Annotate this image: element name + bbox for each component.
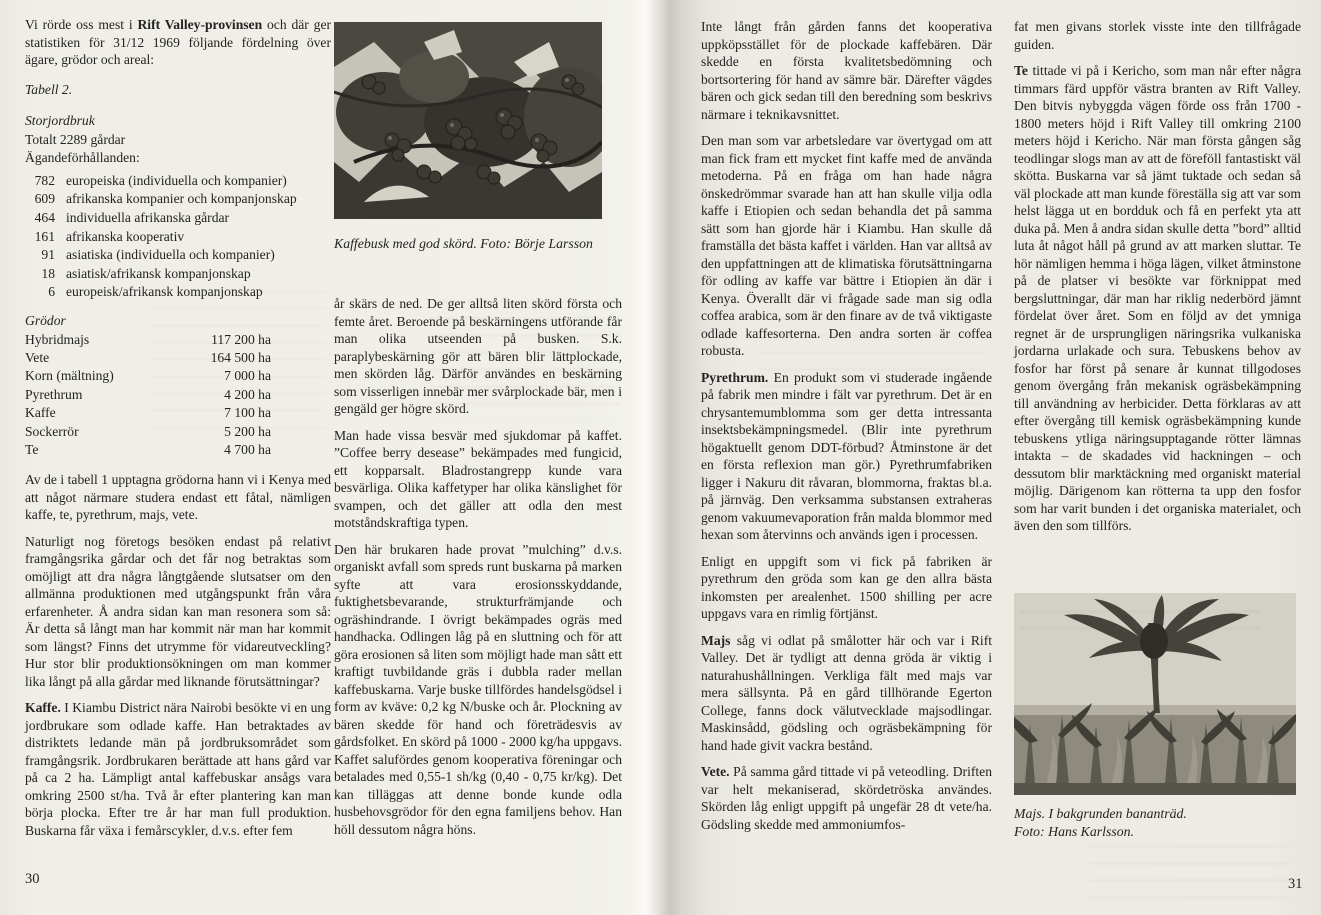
ownership-row xyxy=(25,209,331,228)
ownership-count: 91 xyxy=(41,247,55,263)
bleed-through-ghost xyxy=(1090,845,1290,905)
left-page-column-1 xyxy=(25,16,331,839)
ownership-label: asiatiska (individuella och kompanier) xyxy=(66,247,275,263)
ownership-count: 464 xyxy=(34,209,55,225)
ownership-row xyxy=(25,246,331,265)
crop-area: 117 200 ha xyxy=(211,331,271,347)
ownership-label: afrikanska kooperativ xyxy=(66,228,185,244)
crop-area: 4 700 ha xyxy=(224,441,271,457)
paragraph xyxy=(701,132,992,360)
body-text: Av de i tabell 1 upptagna grödorna hann vi i Kenya med att något närmare studera endast ett fåtal, nämligen kaffe, te, pyrethrum, majs, vete. xyxy=(25,472,331,523)
ownership-table xyxy=(25,172,331,302)
crop-area: 164 500 ha xyxy=(210,349,271,365)
body-text: såg vi odlat på smålotter här och var i Rift Valley. Det är tydligt att denna gröda är viktig i naturahushållningen. Verkliga fält med majs var mera sällsynta. På en gård tillhörande Egerton College, fanns dock välutvecklade majsodlingar. Maskinsådd, gödsling och ogräsbekämpning för hand hade givit vackra bestånd. xyxy=(701,632,992,753)
crop-row xyxy=(25,441,271,459)
body-text: Inte långt från gården fanns det kooperativa uppköpsstället för de plockade kaffebären. Där skedde en första kvalitetsbedömning och bortsortering för hand av sämre bär. Därefter vägdes bären och gick sedan till den beredning som beskrivs närmare i teknikavsnittet. xyxy=(701,19,992,122)
column4-paragraphs xyxy=(1014,18,1301,535)
paragraph xyxy=(1014,18,1301,53)
bold-text: Rift Valley-provinsen xyxy=(137,17,263,32)
ownership-label: europeiska (individuella och kompanier) xyxy=(66,172,287,188)
paragraph xyxy=(701,18,992,123)
paragraph xyxy=(701,763,992,833)
crop-row xyxy=(25,367,271,385)
body-text: I Kiambu District nära Nairobi besökte vi en ung jordbrukare som odlade kaffe. Han betraktades av distriktets ledande män på jordbruksområdet som framgångsrik. Jordbrukaren berättade att hans gård var på ca 2 ha. Lämpligt antal kaffebuskar ansågs vara omkring 2500 st/ha. Två år efter plantering kan man börja plocka. Efter tre år har man full produktion. Buskarna får växa i femårscykler, d.v.s. efter fem xyxy=(25,700,331,838)
bold-text: Pyrethrum. xyxy=(701,369,769,385)
ownership-label: asiatisk/afrikansk kompanjonskap xyxy=(66,265,251,281)
right-page-column-1 xyxy=(701,18,992,833)
left-page-column-2 xyxy=(334,16,622,838)
crop-name: Sockerrör xyxy=(25,423,79,439)
body-text: Naturligt nog företogs besöken endast på relativt framgångsrika gårdar och det får nog betraktas som omöjligt att dra några långtgående slutsatser om den allmänna produktionen med utgångspunkt från våra erfarenheter. Å andra sidan kan man resonera som så: Är detta så långt man har kommit när man har kommit som längst? Finns det utrymme för vidareutveckling? Hur stor blir produktionsökningen om man kommer lika långt på alla gårdar med liknande förutsättningar? xyxy=(25,533,331,689)
crops-table xyxy=(25,331,271,460)
crop-area: 5 200 ha xyxy=(224,423,271,439)
maize-photo-caption-line1: Majs. I bakgrunden bananträd. xyxy=(1014,805,1187,821)
body-text: år skärs de ned. De ger alltså liten skörd första och femte året. Beroende på beskärningens utförande får man olika utseenden på busken. S.k. paraplybeskärning gör att bären blir lättplockade, men skörden låg. Därför användes en beskärning som visserligen innebär mer svårplockade bär, men i gengäld ger högre skörd. xyxy=(334,296,622,416)
body-text: På samma gård tittade vi på veteodling. Driften var helt mekaniserad, skördetröska användes. Skörden låg enligt uppgift på ungefär 28 dt vete/ha. Gödsling skedde med ammoniumfos- xyxy=(701,764,992,832)
crop-name: Te xyxy=(25,441,39,457)
body-text: tittade vi på i Kericho, som man når efter några timmars färd uppför västra branten av Rift Valley. Den bitvis nybyggda vägen förde oss från 1700 - 1800 meters höjd i Rift Valley till omkring 2100 meters höjd i Kericho. När man första gången såg teodlingar slogs man av att de föreföll fantastiskt väl skötta. Buskarna var så jämt tuktade och sedan så väl plockade att man kunde föreställa sig att var som helst lägga ut en bordduk och få en perfekt yta att duka på. Men å andra sidan skulle detta ”bord” alltid luta åt något håll på grund av att marken sluttar. Te hör nämligen hemma i höga lägen, vilket åtminstone på de platser vi besökte var förknippat med bergsluttningar, där man har riklig nederbörd jämnt fördelat över året. Som en följd av det ymniga regnet är de ursprungligen näringsrika vulkaniska jordarna urlakade och sura. Tebuskens behov av fosfor har först på senare år kunnat tillgodoses genom övergång från mekanisk ogräsbekämpning till användning av herbicider. Detta förklaras av att efter övergång till kemisk ogräsbekämpning kunde tebuskens ytliga näringsupptagande rötter lämnas intakta – de skadades vid hackningen – och dessutom blir marktäckning med organiskt material möjlig. Därigenom kan rötterna ta upp den fosfor som har varit bunden i det organiska materialet, och även den som tillförs. xyxy=(1014,63,1301,533)
crop-name: Korn (mältning) xyxy=(25,368,114,384)
crop-name: Pyrethrum xyxy=(25,386,83,402)
crop-area: 7 100 ha xyxy=(224,405,271,421)
intro-paragraph xyxy=(25,16,331,69)
page-number-left: 30 xyxy=(25,871,40,887)
bold-text: Majs xyxy=(701,632,731,648)
paragraph xyxy=(701,369,992,544)
coffee-bush-photo xyxy=(334,22,602,219)
ownership-label: europeisk/afrikansk kompanjonskap xyxy=(66,284,263,300)
ownership-count: 609 xyxy=(34,191,55,207)
ownership-label: individuella afrikanska gårdar xyxy=(66,209,230,225)
storjordbruk-total: Totalt 2289 gårdar xyxy=(25,131,126,147)
crop-row xyxy=(25,423,271,441)
crop-row xyxy=(25,349,271,367)
paragraph xyxy=(25,471,331,524)
bold-text: Vete. xyxy=(701,764,730,779)
paragraph xyxy=(1014,62,1301,535)
paragraph xyxy=(701,632,992,755)
ownership-row xyxy=(25,283,331,302)
ownership-row xyxy=(25,228,331,247)
crop-area: 7 000 ha xyxy=(224,368,271,384)
body-text: fat men givans storlek visste inte den tillfrågade guiden. xyxy=(1014,19,1301,52)
body-text: Enligt en uppgift som vi fick på fabriken är pyrethrum den gröda som kan ge den allra bästa inkomsten per arealenhet. 1500 shilling per acre uppgavs vara en rimlig förtjänst. xyxy=(701,553,992,621)
bold-text: Te xyxy=(1014,63,1028,78)
table-label: Tabell 2. xyxy=(25,81,73,97)
ownership-label: afrikanska kompanier och kompanjonskap xyxy=(66,191,297,207)
crop-row xyxy=(25,331,271,349)
body-text: Den man som var arbetsledare var övertygad om att man fick fram ett mycket fint kaffe med de använda metoderna. På en fråga om han hade några önskedrömmar svarade han att han skulle vilja odla kaffe i Etiopien och sedan behandla det på samma sätt som han gjorde här i Kiambu. Han skulle då framställa det bästa kaffet i världen. Han var alltså av den uppfattningen att de klimatiska förutsättningarna för odling av kaffe var bättre i Etiopien än där i Kenya. Överallt där vi frågade sade man sig odla coffea arabica, som är den finare av de två viktigaste odlade kaffesorterna. Den andra sorten är coffea robusta. xyxy=(701,133,992,358)
body-text: Den här brukaren hade provat ”mulching” d.v.s. organiskt avfall som spreds runt buskarna på marken syfte att vara erosionsskyddande, fuktighetsbevarande, strukturfrämjande och ogräshindrande. I övrigt bekämpades ogräs med handhacka. Odlingen låg på en sluttning och för att göra erosionen så liten som möjligt hade man sått ett kraftigt tuvbildande gräs i dubbla rader mellan kaffebuskarna. Varje buske tillfördes handelsgödsel i form av kväve: 0,2 kg N/buske och år. Plockning av bären skedde för hand och företrädesvis av gårdsfolket. En skörd på 1000 - 2000 kg/ha uppgavs. Kaffet salufördes genom kooperativa föreningar och betalades med 0,55-1 sh/kg (0,40 - 0,75 kr/kg). Det kan tilläggas att denne bonde kunde odla husbehovsgrödor för den egna familjens behov. Han höll dessutom några höns. xyxy=(334,541,622,837)
crop-row xyxy=(25,404,271,422)
maize-photo-caption-line2: Foto: Hans Karlsson. xyxy=(1014,823,1134,839)
body-text: Vi rörde oss mest i xyxy=(25,17,138,32)
crop-name: Hybridmajs xyxy=(25,331,90,347)
column1-paragraphs xyxy=(25,471,331,839)
paragraph xyxy=(334,541,622,839)
crop-area: 4 200 ha xyxy=(224,386,271,402)
crop-name: Kaffe xyxy=(25,405,56,421)
paragraph xyxy=(334,427,622,532)
page-number-right: 31 xyxy=(1288,876,1303,892)
ownership-count: 6 xyxy=(48,284,55,300)
ownership-row xyxy=(25,265,331,284)
ownership-count: 782 xyxy=(34,172,55,188)
body-text: En produkt som vi studerade ingående på fabrik men mindre i fält var pyrethrum. Det är en chrysantemumblomma som ger detta intressanta insektsbekämpningsmedel. (Blir inte pyrethrum högaktuellt genom DDT-förbud? Åtminstone är det en första reflexion man gör.) Pyrethrumfabriken ligger i Nakuru dit råvaran, blommorna, fraktas bl.a. på järnväg. Den verksamma substansen extraheras genom vakuumevaporation från malda blommor med hexan som återvinns och används igen i processen. xyxy=(701,369,992,542)
ownership-label: Ägandeförhållanden: xyxy=(25,150,140,166)
ownership-row xyxy=(25,172,331,191)
paragraph xyxy=(25,699,331,839)
ownership-row xyxy=(25,190,331,209)
right-page-column-2 xyxy=(1014,18,1301,841)
crop-name: Vete xyxy=(25,349,50,365)
caption-spacer xyxy=(334,253,622,295)
body-text: Man hade vissa besvär med sjukdomar på kaffet. ”Coffee berry desease” bekämpades med fungicid, ett kopparsalt. Bladrostangrepp kunde vara besvärliga. Olika kaffetyper har olika känslighet för svampen, och det gäller att odla den mest motståndskraftiga typen. xyxy=(334,427,622,530)
body-text: och där ger statistiken för 31/12 1969 följande fördelning över ägare, grödor och areal: xyxy=(25,17,332,67)
grodor-heading: Grödor xyxy=(25,312,66,328)
coffee-photo-caption: Kaffebusk med god skörd. Foto: Börje Larsson xyxy=(334,236,593,251)
paragraph xyxy=(334,295,622,418)
column2-paragraphs xyxy=(334,295,622,838)
storjordbruk-heading: Storjordbruk xyxy=(25,113,95,128)
paragraph xyxy=(25,533,331,691)
crop-row xyxy=(25,386,271,404)
paragraph xyxy=(701,553,992,623)
bold-text: Kaffe. xyxy=(25,700,61,716)
ownership-count: 18 xyxy=(41,265,55,281)
column3-paragraphs xyxy=(701,18,992,833)
ownership-count: 161 xyxy=(34,228,55,244)
maize-field-photo xyxy=(1014,593,1296,795)
